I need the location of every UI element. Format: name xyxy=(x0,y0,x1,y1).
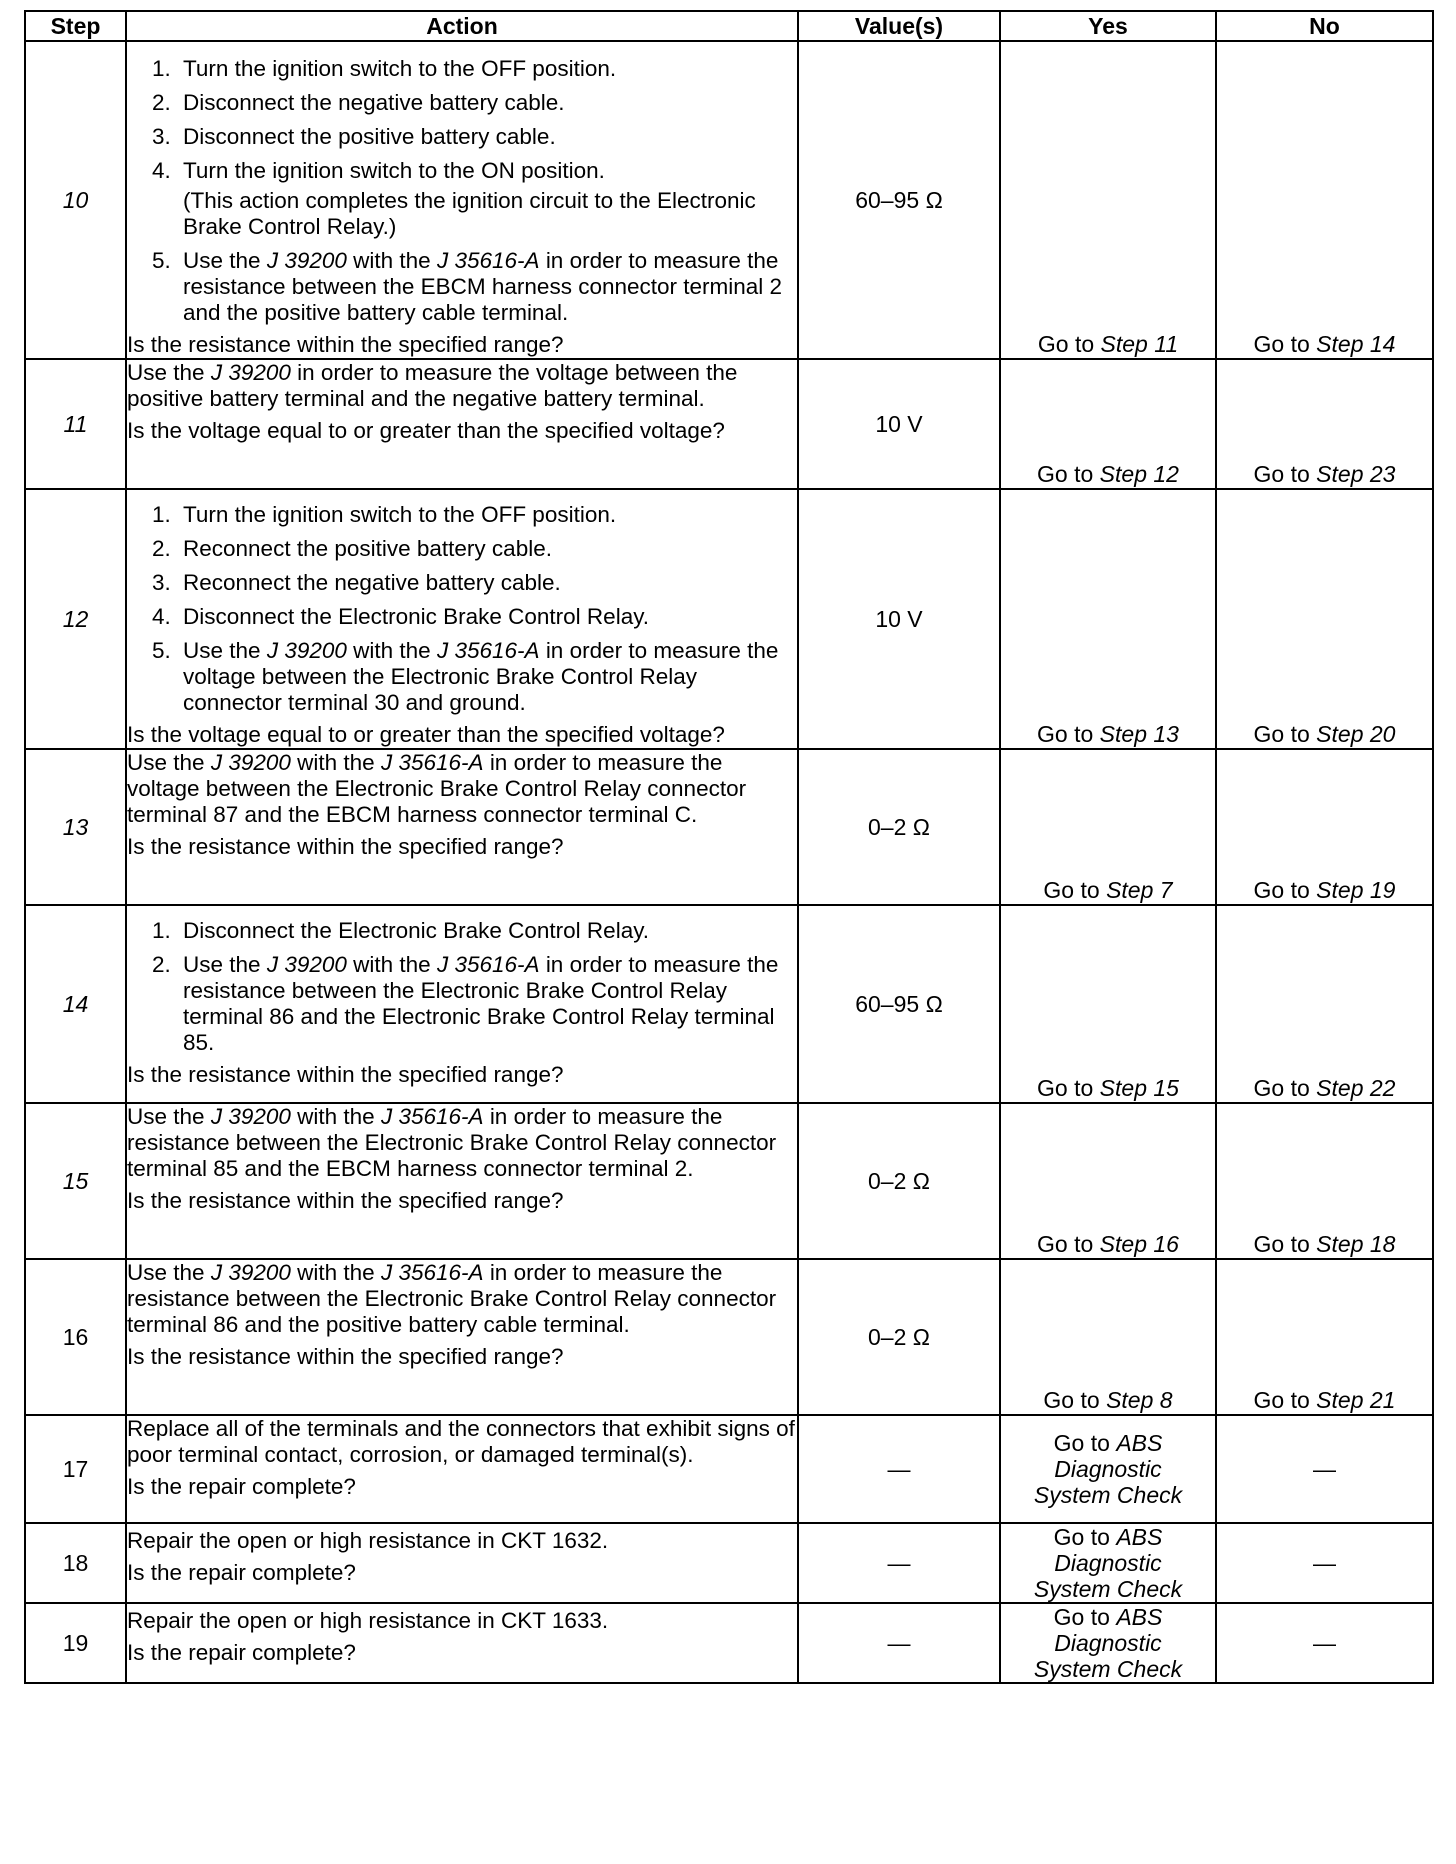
text-fragment: in order to measure the resistance between the Electronic Brake Control Relay terminal 86 and the Electronic Brake Control Relay terminal 85. xyxy=(183,952,779,1055)
tool-reference: J 39200 xyxy=(210,1260,291,1285)
step-link: Step 15 xyxy=(1099,1075,1179,1101)
text-fragment: Go to xyxy=(1037,1231,1094,1257)
text-fragment: Use the xyxy=(127,1260,205,1285)
list-item: 3. Disconnect the positive battery cable. xyxy=(177,124,797,150)
yes-cell xyxy=(1000,1103,1216,1259)
no-cell xyxy=(1216,489,1433,749)
list-item: 2. Disconnect the negative battery cable. xyxy=(177,90,797,116)
table-row-step-12 xyxy=(25,489,1433,749)
table-row-step-16 xyxy=(25,1259,1433,1415)
step-link: Step 11 xyxy=(1100,331,1179,357)
action-cell xyxy=(126,1603,798,1683)
tool-reference: J 35616-A xyxy=(380,1104,484,1129)
step-link: System Check xyxy=(1033,1576,1183,1602)
header-no: No xyxy=(1216,11,1433,41)
text-fragment: Use the xyxy=(183,248,261,273)
text-fragment: Go to xyxy=(1037,331,1095,357)
yes-cell xyxy=(1000,41,1216,359)
yes-cell xyxy=(1000,749,1216,905)
step-link: Step 19 xyxy=(1316,877,1396,903)
step-number: 18 xyxy=(25,1523,126,1603)
step-link: System Check xyxy=(1033,1482,1183,1508)
value-cell: — xyxy=(798,1415,1000,1523)
step-link: ABS xyxy=(1116,1430,1163,1456)
table-row-step-18 xyxy=(25,1523,1433,1603)
value-cell: — xyxy=(798,1523,1000,1603)
step-link: Diagnostic xyxy=(1054,1630,1162,1656)
yes-cell xyxy=(1000,359,1216,489)
text-fragment: Go to xyxy=(1043,877,1100,903)
list-item: 1. Turn the ignition switch to the OFF position. xyxy=(177,502,797,528)
question-text: Is the voltage equal to or greater than the specified voltage? xyxy=(127,418,725,443)
list-item xyxy=(177,248,797,326)
action-cell xyxy=(126,1415,798,1523)
tool-reference: J 35616-A xyxy=(380,1260,484,1285)
list-item xyxy=(177,952,797,1056)
value-cell: 10 V xyxy=(798,489,1000,749)
no-cell xyxy=(1216,1103,1433,1259)
text-fragment: with the xyxy=(353,248,431,273)
text-fragment: Go to xyxy=(1253,331,1310,357)
text-fragment: with the xyxy=(297,750,375,775)
step-link: Step 20 xyxy=(1316,721,1396,747)
step-link: Step 7 xyxy=(1106,877,1173,903)
step-link: Step 22 xyxy=(1316,1075,1396,1101)
list-item: 4. Disconnect the Electronic Brake Control Relay. xyxy=(177,604,797,630)
text-fragment: Go to xyxy=(1253,1387,1310,1413)
step-number: 13 xyxy=(25,749,126,905)
text-fragment: with the xyxy=(297,1260,375,1285)
step-link: Step 8 xyxy=(1106,1387,1173,1413)
step-number: 11 xyxy=(25,359,126,489)
text-fragment: Use the xyxy=(183,952,261,977)
value-cell: 0–2 Ω xyxy=(798,1103,1000,1259)
yes-cell xyxy=(1000,1415,1216,1523)
tool-reference: J 39200 xyxy=(266,952,347,977)
value-cell: 0–2 Ω xyxy=(798,749,1000,905)
value-cell: 0–2 Ω xyxy=(798,1259,1000,1415)
list-item-text: Turn the ignition switch to the ON position. xyxy=(183,158,605,183)
step-number: 19 xyxy=(25,1603,126,1683)
text-fragment: Go to xyxy=(1053,1604,1110,1630)
tool-reference: J 35616-A xyxy=(380,750,484,775)
text-fragment: Go to xyxy=(1037,1075,1094,1101)
step-number: 12 xyxy=(25,489,126,749)
tool-reference: J 35616-A xyxy=(436,952,540,977)
table-row-step-14 xyxy=(25,905,1433,1103)
list-item: 1. Turn the ignition switch to the OFF position. xyxy=(177,56,797,82)
yes-cell xyxy=(1000,489,1216,749)
question-text: Is the resistance within the specified range? xyxy=(127,1062,564,1087)
text-fragment: Go to xyxy=(1253,1231,1310,1257)
text-fragment: Use the xyxy=(127,360,205,385)
header-action: Action xyxy=(126,11,798,41)
step-link: Step 13 xyxy=(1099,721,1179,747)
yes-cell xyxy=(1000,1603,1216,1683)
text-fragment: Go to xyxy=(1253,1075,1310,1101)
action-cell xyxy=(126,41,798,359)
text-fragment: Go to xyxy=(1053,1524,1110,1550)
header-row xyxy=(25,11,1433,41)
text-fragment: Go to xyxy=(1253,461,1310,487)
text-fragment: in order to measure the resistance between the Electronic Brake Control Relay connector terminal 85 and the EBCM harness connector terminal 2. xyxy=(127,1104,777,1181)
table-row-step-10 xyxy=(25,41,1433,359)
action-cell xyxy=(126,749,798,905)
list-item: 3. Reconnect the negative battery cable. xyxy=(177,570,797,596)
list-item: 2. Reconnect the positive battery cable. xyxy=(177,536,797,562)
action-cell xyxy=(126,1259,798,1415)
step-link: System Check xyxy=(1033,1656,1183,1682)
text-fragment: with the xyxy=(297,1104,375,1129)
step-number: 15 xyxy=(25,1103,126,1259)
tool-reference: J 39200 xyxy=(210,750,291,775)
yes-cell xyxy=(1000,905,1216,1103)
text-fragment: in order to measure the voltage between the positive battery terminal and the negative battery terminal. xyxy=(127,360,738,411)
step-number: 17 xyxy=(25,1415,126,1523)
yes-cell xyxy=(1000,1523,1216,1603)
question-text: Is the repair complete? xyxy=(127,1560,356,1585)
text-fragment: in order to measure the resistance between the Electronic Brake Control Relay connector terminal 86 and the positive battery cable terminal. xyxy=(127,1260,777,1337)
step-link: Step 23 xyxy=(1316,461,1396,487)
value-cell: — xyxy=(798,1603,1000,1683)
no-cell: — xyxy=(1216,1603,1433,1683)
step-number: 10 xyxy=(25,41,126,359)
question-text: Is the resistance within the specified range? xyxy=(127,1344,564,1369)
value-cell: 10 V xyxy=(798,359,1000,489)
step-link: ABS xyxy=(1116,1604,1163,1630)
text-fragment: Use the xyxy=(127,1104,205,1129)
question-text: Is the resistance within the specified range? xyxy=(127,332,564,357)
text-fragment: Go to xyxy=(1253,877,1310,903)
list-item xyxy=(177,638,797,716)
tool-reference: J 35616-A xyxy=(436,248,540,273)
step-link: Diagnostic xyxy=(1054,1456,1162,1482)
step-link: Step 16 xyxy=(1099,1231,1179,1257)
tool-reference: J 39200 xyxy=(210,360,291,385)
step-link: Step 18 xyxy=(1316,1231,1396,1257)
text-fragment: Go to xyxy=(1037,721,1094,747)
value-cell: 60–95 Ω xyxy=(798,41,1000,359)
text-fragment: in order to measure the voltage between the Electronic Brake Control Relay connector terminal 30 and ground. xyxy=(183,638,779,715)
text-fragment: with the xyxy=(353,638,431,663)
question-text: Is the repair complete? xyxy=(127,1474,356,1499)
step-link: Diagnostic xyxy=(1054,1550,1162,1576)
table-row-step-17 xyxy=(25,1415,1433,1523)
text-fragment: in order to measure the resistance between the EBCM harness connector terminal 2 and the positive battery cable terminal. xyxy=(183,248,783,325)
step-link: ABS xyxy=(1116,1524,1163,1550)
tool-reference: J 39200 xyxy=(210,1104,291,1129)
step-link: Step 21 xyxy=(1316,1387,1396,1413)
action-cell xyxy=(126,905,798,1103)
no-cell: — xyxy=(1216,1523,1433,1603)
tool-reference: J 39200 xyxy=(266,638,347,663)
tool-reference: J 35616-A xyxy=(436,638,540,663)
text-fragment: Use the xyxy=(127,750,205,775)
step-number: 16 xyxy=(25,1259,126,1415)
list-item: 1. Disconnect the Electronic Brake Control Relay. xyxy=(177,918,797,944)
table-row-step-13 xyxy=(25,749,1433,905)
action-list xyxy=(127,502,797,716)
question-text: Is the voltage equal to or greater than the specified voltage? xyxy=(127,722,725,747)
diagnostic-table xyxy=(24,10,1434,1684)
no-cell xyxy=(1216,1259,1433,1415)
question-text: Is the resistance within the specified range? xyxy=(127,834,564,859)
action-cell xyxy=(126,359,798,489)
text-fragment: Go to xyxy=(1253,721,1310,747)
question-text: Is the repair complete? xyxy=(127,1640,356,1665)
step-link: Step 14 xyxy=(1316,331,1396,357)
text-fragment: Use the xyxy=(183,638,261,663)
step-number: 14 xyxy=(25,905,126,1103)
list-item xyxy=(177,158,797,240)
text-fragment: in order to measure the voltage between the Electronic Brake Control Relay connector terminal 87 and the EBCM harness connector terminal C. xyxy=(127,750,747,827)
no-cell xyxy=(1216,359,1433,489)
value-cell: 60–95 Ω xyxy=(798,905,1000,1103)
text-fragment: with the xyxy=(353,952,431,977)
action-cell xyxy=(126,1523,798,1603)
action-text: Repair the open or high resistance in CKT 1633. xyxy=(127,1608,609,1633)
text-fragment: Go to xyxy=(1043,1387,1100,1413)
no-cell: — xyxy=(1216,1415,1433,1523)
question-text: Is the resistance within the specified range? xyxy=(127,1188,564,1213)
step-link: Step 12 xyxy=(1099,461,1179,487)
header-step: Step xyxy=(25,11,126,41)
table-row-step-19 xyxy=(25,1603,1433,1683)
note-text: (This action completes the ignition circuit to the Electronic Brake Control Relay.) xyxy=(183,188,756,239)
action-text: Replace all of the terminals and the connectors that exhibit signs of poor terminal contact, corrosion, or damaged terminal(s). xyxy=(127,1416,795,1467)
header-yes: Yes xyxy=(1000,11,1216,41)
header-values: Value(s) xyxy=(798,11,1000,41)
yes-cell xyxy=(1000,1259,1216,1415)
tool-reference: J 39200 xyxy=(266,248,347,273)
action-list xyxy=(127,918,797,1056)
action-text: Repair the open or high resistance in CKT 1632. xyxy=(127,1528,609,1553)
table-row-step-11 xyxy=(25,359,1433,489)
action-list xyxy=(127,56,797,326)
no-cell xyxy=(1216,905,1433,1103)
action-cell xyxy=(126,1103,798,1259)
action-cell xyxy=(126,489,798,749)
no-cell xyxy=(1216,41,1433,359)
no-cell xyxy=(1216,749,1433,905)
table-row-step-15 xyxy=(25,1103,1433,1259)
text-fragment: Go to xyxy=(1053,1430,1110,1456)
text-fragment: Go to xyxy=(1037,461,1094,487)
